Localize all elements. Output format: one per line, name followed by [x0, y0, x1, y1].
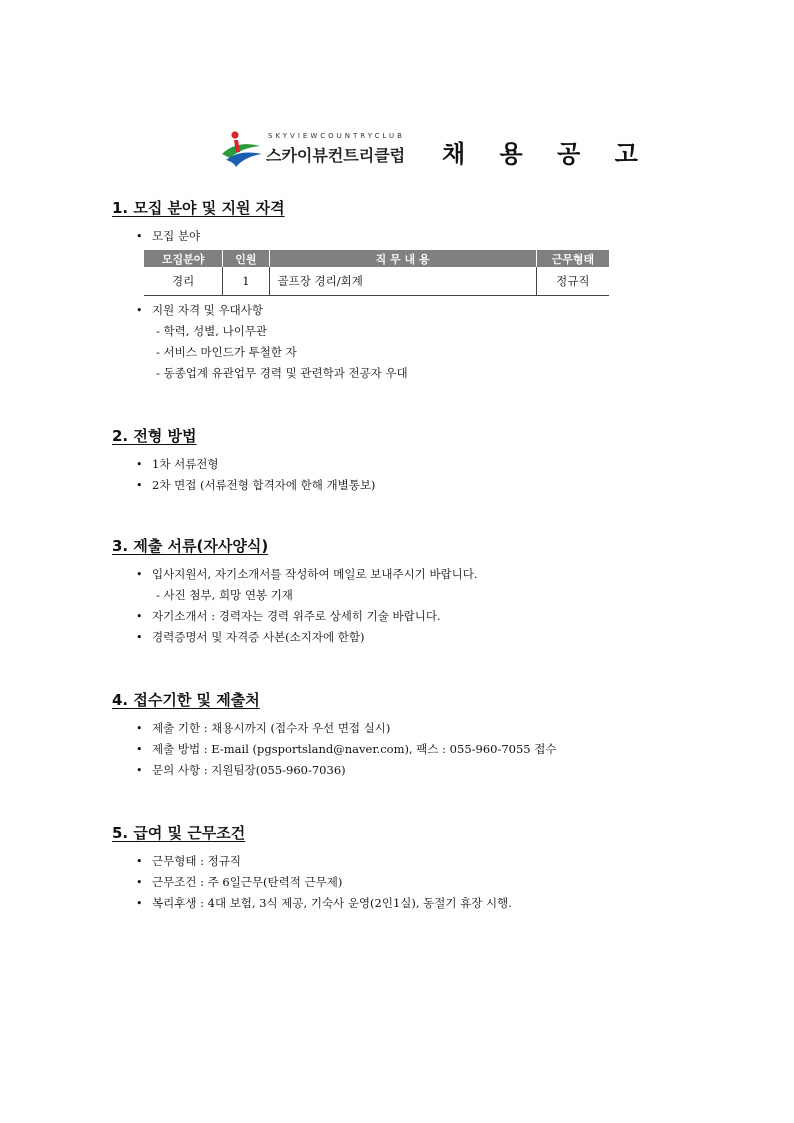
- list-item: [112, 606, 672, 627]
- section-selection-process: [112, 425, 672, 496]
- bullet-dot: •: [136, 876, 143, 889]
- sub-item: - 서비스 마인드가 투철한 자: [156, 345, 297, 359]
- sub-item: - 동종업계 유관업무 경력 및 관련학과 전공자 우대: [156, 366, 408, 380]
- bullet-dot: •: [136, 897, 143, 910]
- bullet-dot: •: [136, 743, 143, 756]
- list-item: [112, 760, 672, 781]
- list-item: [112, 718, 672, 739]
- list-item: [112, 872, 672, 893]
- list-item-text: 모집 분야: [152, 229, 201, 243]
- list-item-text: 문의 사항 : 지원팀장(055-960-7036): [152, 763, 346, 777]
- list-item: [112, 739, 672, 760]
- column-header: 모집분야: [144, 250, 223, 267]
- section-recruitment-field: [112, 197, 672, 384]
- bullet-dot: •: [136, 568, 143, 581]
- bullet-dot: •: [136, 764, 143, 777]
- sub-item: - 학력, 성별, 나이무관: [156, 324, 268, 338]
- bullet-dot: •: [136, 610, 143, 623]
- list-item-text: 근무형태 : 정규직: [152, 854, 241, 868]
- section-required-documents: [112, 535, 672, 648]
- list-item: [112, 300, 672, 321]
- bullet-dot: •: [136, 631, 143, 644]
- table-cell: 경리: [144, 267, 223, 296]
- section-title: 3. 제출 서류(자사양식): [112, 537, 269, 555]
- table-header-row: [144, 250, 609, 267]
- list-item-text: 자기소개서 : 경력자는 경력 위주로 상세히 기술 바랍니다.: [152, 609, 441, 623]
- list-item: [112, 564, 672, 585]
- list-item-text: 1차 서류전형: [152, 457, 219, 471]
- column-header: 직 무 내 용: [269, 250, 536, 267]
- page-title: 채 용 공 고: [442, 140, 651, 168]
- table-row: [144, 267, 609, 296]
- list-item-text: 근무조건 : 주 6일근무(탄력적 근무제): [152, 875, 343, 889]
- list-item: [112, 851, 672, 872]
- bullet-dot: •: [136, 230, 143, 243]
- club-logo-icon: [220, 130, 264, 168]
- list-item-text: 경력증명서 및 자격증 사본(소지자에 한함): [152, 630, 365, 644]
- bullet-dot: •: [136, 458, 143, 471]
- section-title: 2. 전형 방법: [112, 427, 197, 445]
- list-item-text: 2차 면접 (서류전형 합격자에 한해 개별통보): [152, 478, 376, 492]
- bullet-dot: •: [136, 855, 143, 868]
- column-header: 근무형태: [536, 250, 609, 267]
- list-item-text: 제출 기한 : 채용시까지 (접수자 우선 면접 실시): [152, 721, 391, 735]
- section-title: 5. 급여 및 근무조건: [112, 824, 246, 842]
- column-header: 인원: [223, 250, 269, 267]
- list-item: [112, 226, 672, 247]
- section-salary-conditions: [112, 822, 672, 914]
- table-cell: 골프장 경리/회계: [269, 267, 536, 296]
- logo-wordmark: 스카이뷰컨트리클럽: [266, 146, 406, 165]
- list-item-text: 복리후생 : 4대 보험, 3식 제공, 기숙사 운영(2인1실), 동절기 휴장 시행.: [152, 896, 512, 910]
- logo-caption: SKYVIEWCOUNTRYCLUB: [268, 132, 405, 140]
- section-deadline-submission: [112, 689, 672, 781]
- recruitment-table: [144, 250, 609, 296]
- list-item-text: 제출 방법 : E-mail (pgsportsland@naver.com), 팩스 : 055-960-7055 접수: [152, 742, 557, 756]
- table-cell: 1: [223, 267, 269, 296]
- table-cell: 정규직: [536, 267, 609, 296]
- bullet-dot: •: [136, 479, 143, 492]
- section-title: 4. 접수기한 및 제출처: [112, 691, 260, 709]
- section-title: 1. 모집 분야 및 지원 자격: [112, 199, 285, 217]
- list-item-text: 입사지원서, 자기소개서를 작성하여 메일로 보내주시기 바랍니다.: [152, 567, 478, 581]
- list-item: [112, 893, 672, 914]
- bullet-dot: •: [136, 304, 143, 317]
- list-item: [112, 475, 672, 496]
- list-item-text: 지원 자격 및 우대사항: [152, 303, 263, 317]
- list-item: [112, 454, 672, 475]
- page-header: [220, 128, 651, 172]
- list-item: [112, 627, 672, 648]
- bullet-dot: •: [136, 722, 143, 735]
- sub-item: - 사진 첨부, 희망 연봉 기재: [156, 588, 293, 602]
